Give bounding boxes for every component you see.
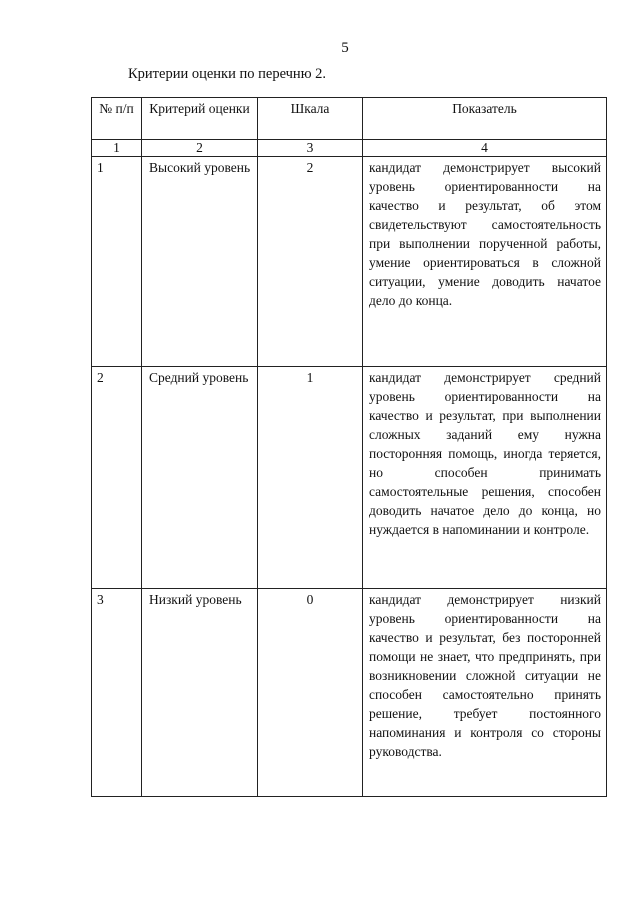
column-number-row: [92, 140, 607, 157]
header-number: № п/п: [92, 98, 142, 140]
row-criterion: Высокий уровень: [142, 157, 258, 367]
page-caption: Критерии оценки по перечню 2.: [128, 66, 327, 82]
row-indicator: кандидат демонстрирует высокий уровень ориентированности на качество и результат, об этом свидетельствуют самостоятельность при выполнении порученной работы, умение ориентироваться в сложной ситуации, умение доводить начатое дело до конца.: [363, 157, 607, 367]
page-number: 5: [341, 40, 349, 56]
column-number: 4: [363, 140, 607, 157]
row-indicator: кандидат демонстрирует низкий уровень ориентированности на качество и результат, без посторонней помощи не знает, что предпринять, при возникновении сложной ситуации не способен самостоятельно принять решение, требует постоянного напоминания и контроля со стороны руководства.: [363, 589, 607, 797]
row-scale: 1: [258, 367, 363, 589]
table-row: [92, 367, 607, 589]
row-number: 1: [92, 157, 142, 367]
row-criterion: Низкий уровень: [142, 589, 258, 797]
row-indicator: кандидат демонстрирует средний уровень ориентированности на качество и результат, при выполнении сложных заданий ему нужна посторонняя помощь, иногда теряется, но способен принимать самостоятельные решения, способен доводить начатое дело до конца, но нуждается в напоминании и контроле.: [363, 367, 607, 589]
row-criterion: Средний уровень: [142, 367, 258, 589]
column-number: 2: [142, 140, 258, 157]
header-indicator: Показатель: [363, 98, 607, 140]
row-scale: 0: [258, 589, 363, 797]
table-header-row: [92, 98, 607, 140]
column-number: 1: [92, 140, 142, 157]
header-criterion: Критерий оценки: [142, 98, 258, 140]
header-scale: Шкала: [258, 98, 363, 140]
criteria-table: [91, 97, 607, 797]
row-number: 3: [92, 589, 142, 797]
row-number: 2: [92, 367, 142, 589]
table-row: [92, 157, 607, 367]
table-row: [92, 589, 607, 797]
row-scale: 2: [258, 157, 363, 367]
column-number: 3: [258, 140, 363, 157]
